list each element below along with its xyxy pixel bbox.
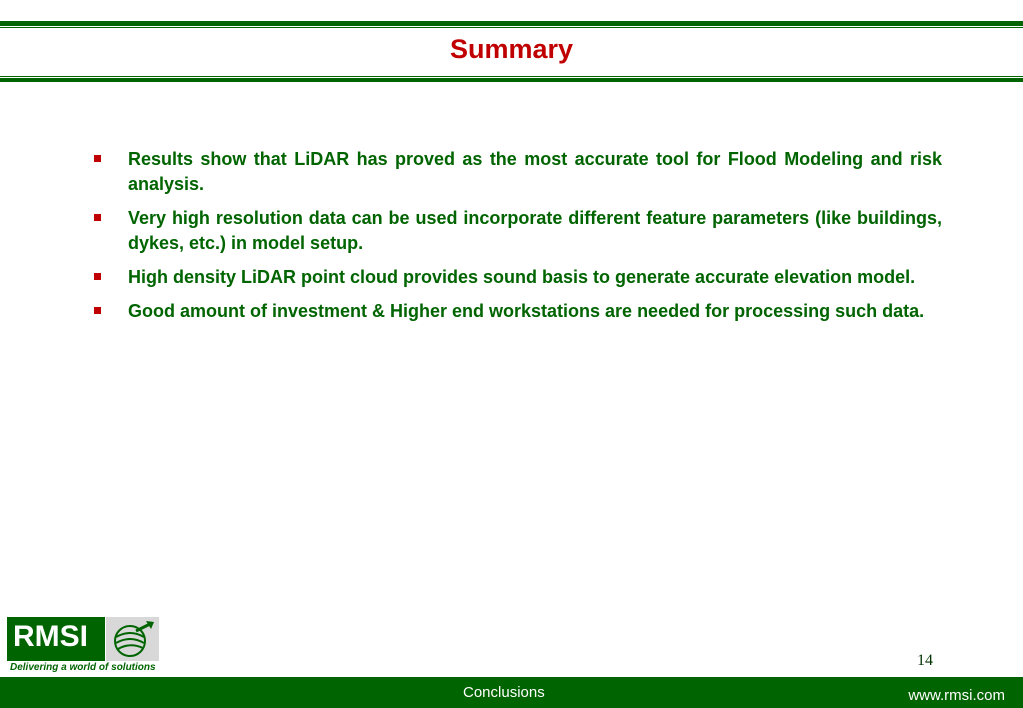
bullet-square-icon bbox=[94, 214, 101, 221]
globe-arrow-icon bbox=[106, 617, 159, 661]
bullet-square-icon bbox=[94, 273, 101, 280]
header-rule-top-thin bbox=[0, 27, 1023, 28]
footer-section-label: Conclusions bbox=[463, 684, 545, 701]
rmsi-logo bbox=[7, 617, 159, 661]
bullet-text: Very high resolution data can be used incorporate different feature parameters (like buildings, dykes, etc.) in model setup. bbox=[128, 208, 942, 253]
bullet-text: Good amount of investment & Higher end workstations are needed for processing such data. bbox=[128, 301, 925, 321]
footer-url: www.rmsi.com bbox=[908, 687, 1005, 704]
bullet-item bbox=[92, 147, 942, 197]
bullet-item bbox=[92, 299, 942, 324]
bullet-item bbox=[92, 206, 942, 256]
bullet-square-icon bbox=[94, 307, 101, 314]
slide-title: Summary bbox=[449, 34, 574, 64]
bullet-item bbox=[92, 265, 942, 290]
logo-wordmark: RMSI bbox=[13, 620, 88, 653]
header-rule-top bbox=[0, 21, 1023, 26]
bullet-text: Results show that LiDAR has proved as the most accurate tool for Flood Modeling and risk analysis. bbox=[128, 149, 942, 194]
bullet-text: High density LiDAR point cloud provides sound basis to generate accurate elevation model. bbox=[128, 267, 916, 287]
logo-tagline: Delivering a world of solutions bbox=[10, 662, 156, 673]
header-rule-bottom-thin bbox=[0, 76, 1023, 77]
bullet-list bbox=[92, 147, 942, 333]
logo-wordmark-box bbox=[7, 617, 105, 661]
page-number: 14 bbox=[917, 652, 933, 669]
footer-bar bbox=[0, 677, 1023, 708]
header-rule-bottom bbox=[0, 78, 1023, 82]
bullet-square-icon bbox=[94, 155, 101, 162]
